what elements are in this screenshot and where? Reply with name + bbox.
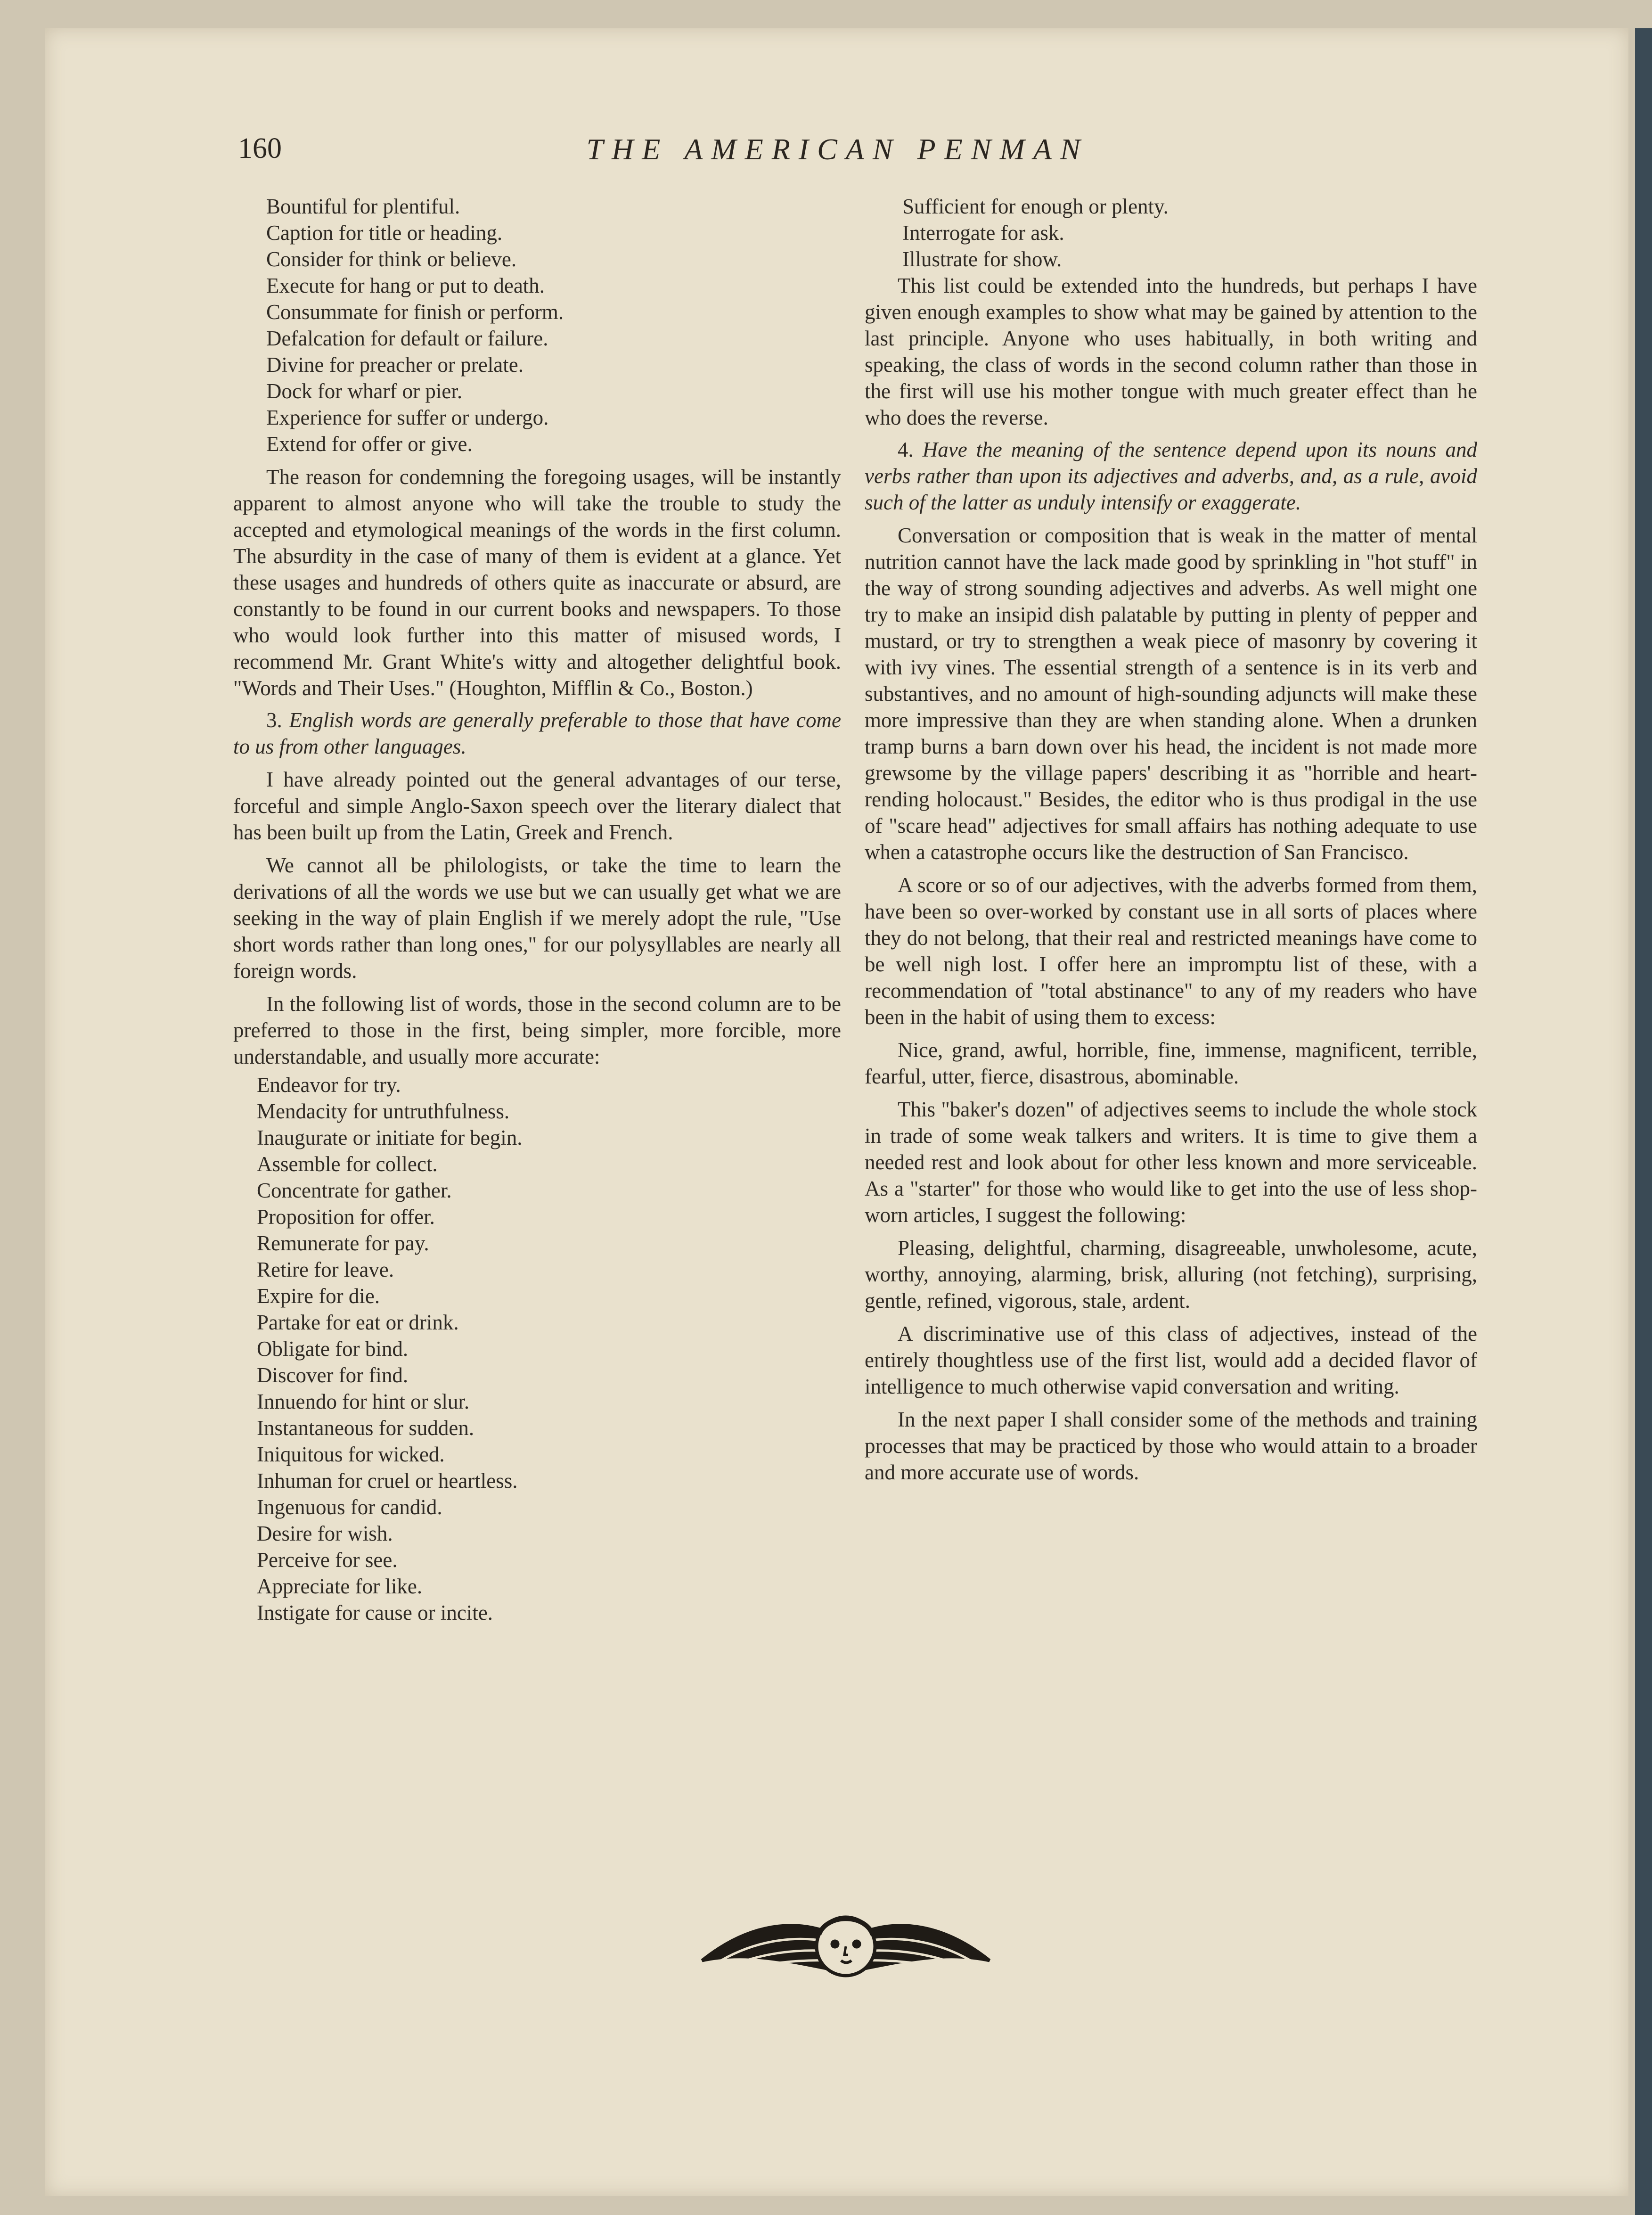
winged-cherub-icon	[693, 1890, 999, 1998]
paragraph-adjective-list-suggested: Pleasing, delightful, charming, disagreeable, unwholesome, acute, worthy, annoying, alarming, brisk, alluring (not fetching), surprising, gentle, refined, vigorous, stale, ardent.	[865, 1236, 1477, 1313]
paragraph-list-extended: This list could be extended into the hundreds, but perhaps I have given enough examples to show what may be gained by attention to the last principle. Anyone who uses habitually, in both writing and speaking, the class of words in the second column rather than those in the first will use his mother tongue with much greater effect than he who does the reverse.	[865, 274, 1477, 429]
list-item: Inhuman for cruel or heartless.	[257, 1469, 518, 1493]
list-item: Consider for think or believe.	[266, 247, 517, 271]
paragraph-discriminative: A discriminative use of this class of adjectives, instead of the entirely thoughtless use of the first list, would add a decided flavor of intelligence to much otherwise vapid conversation and writing.	[865, 1322, 1477, 1398]
paragraph-pointed-out: I have already pointed out the general advantages of our terse, forceful and simple Anglo-Saxon speech over the literary dialect that has been built up from the Latin, Greek and French.	[233, 768, 841, 844]
list-item: Partake for eat or drink.	[257, 1311, 459, 1334]
list-item: Desire for wish.	[257, 1522, 393, 1545]
list-item: Defalcation for default or failure.	[266, 327, 548, 350]
paragraph-bakers-dozen: This "baker's dozen" of adjectives seems to include the whole stock in trade of some weak talkers and writers. It is time to give them a needed rest and look about for other less known and more serviceable. As a "starter" for those who would like to get into the use of less shop-worn articles, I suggest the following:	[865, 1098, 1477, 1227]
list-item: Concentrate for gather.	[257, 1179, 452, 1202]
paragraph-conversation: Conversation or composition that is weak in the matter of mental nutrition cannot have the lack made good by sprinkling in "hot stuff" in the way of strong sounding adjectives and adverbs. As well might one try to make an insipid dish palatable by putting in plenty of pepper and mustard, or try to strengthen a weak piece of masonry by covering it with ivy vines. The essential strength of a sentence is in its verb and substantives, and no amount of high-sounding adjuncts will make these more impressive than they are when standing alone. When a drunken tramp burns a barn down over his head, the incident is not made more grewsome by the village papers' describing it as "horrible and heart-rending holocaust." Besides, the editor who is thus prodigal in the use of "scare head" adjectives for small affairs has nothing adequate to use when a catastrophe occurs like the destruction of San Francisco.	[865, 524, 1477, 864]
list-item: Perceive for see.	[257, 1548, 398, 1572]
list-item: Appreciate for like.	[257, 1575, 423, 1598]
paragraph-adjective-list-weak: Nice, grand, awful, horrible, fine, immense, magnificent, terrible, fearful, utter, fierce, disastrous, abominable.	[865, 1038, 1477, 1088]
word-list-c	[865, 193, 1477, 272]
paragraph-reason: The reason for condemning the foregoing usages, will be instantly apparent to almost anyone who will take the trouble to study the accepted and etymological meanings of the words in the first column. The absurdity in the case of many of them is evident at a glance. Yet these usages and hundreds of others quite as inaccurate or absurd, are constantly to be found in our current books and newspapers. To those who would look further into this matter of misused words, I recommend Mr. Grant White's witty and altogether delightful book. "Words and Their Uses." (Houghton, Mifflin & Co., Boston.)	[233, 465, 841, 700]
running-title: THE AMERICAN PENMAN	[586, 132, 1089, 166]
list-item: Experience for suffer or undergo.	[266, 406, 549, 429]
list-item: Caption for title or heading.	[266, 221, 503, 245]
rule-text: Have the meaning of the sentence depend upon its nouns and verbs rather than upon its adjectives and adverbs, and, as a rule, avoid such of the latter as unduly intensify or exaggerate.	[865, 438, 1477, 514]
rule-4	[865, 436, 1477, 516]
list-item: Endeavor for try.	[257, 1073, 401, 1097]
page-header	[238, 132, 1437, 174]
list-item: Innuendo for hint or slur.	[257, 1390, 470, 1413]
list-item: Interrogate for ask.	[902, 221, 1064, 245]
list-item: Execute for hang or put to death.	[266, 274, 545, 297]
rule-text: English words are generally preferable to those that have come to us from other languages.	[233, 708, 842, 758]
word-list-b	[233, 1072, 841, 1626]
rule-number: 3.	[266, 708, 282, 732]
list-item: Bountiful for plentiful.	[266, 195, 460, 218]
paragraph-following-list: In the following list of words, those in the second column are to be preferred to those in the first, being simpler, more forcible, more understandable, and usually more accurate:	[233, 992, 841, 1068]
list-item: Expire for die.	[257, 1284, 380, 1308]
list-item: Remunerate for pay.	[257, 1231, 429, 1255]
list-item: Consummate for finish or perform.	[266, 300, 564, 324]
page-number: 160	[238, 132, 282, 164]
list-item: Mendacity for untruthfulness.	[257, 1099, 510, 1123]
list-item: Instigate for cause or incite.	[257, 1601, 493, 1624]
list-item: Assemble for collect.	[257, 1152, 438, 1176]
list-item: Dock for wharf or pier.	[266, 379, 463, 403]
list-item: Inaugurate or initiate for begin.	[257, 1126, 523, 1149]
paragraph-next-paper: In the next paper I shall consider some of the methods and training processes that may be practiced by those who would attain to a broader and more accurate use of words.	[865, 1408, 1477, 1484]
word-list-a	[233, 193, 841, 457]
rule-3	[233, 707, 841, 760]
list-item: Proposition for offer.	[257, 1205, 435, 1229]
list-item: Discover for find.	[257, 1363, 409, 1387]
list-item: Iniquitous for wicked.	[257, 1443, 445, 1466]
list-item: Ingenuous for candid.	[257, 1495, 442, 1519]
right-column	[865, 193, 1477, 1485]
paragraph-philologists: We cannot all be philologists, or take the time to learn the derivations of all the words we use but we can usually get what we are seeking in the way of plain English if we merely adopt the rule, "Use short words rather than long ones," for our polysyllables are nearly all foreign words.	[233, 853, 841, 983]
list-item: Extend for offer or give.	[266, 432, 473, 456]
rule-number: 4.	[898, 438, 914, 461]
list-item: Illustrate for show.	[902, 247, 1062, 271]
list-item: Sufficient for enough or plenty.	[902, 195, 1169, 218]
left-column	[233, 193, 841, 1626]
list-item: Retire for leave.	[257, 1258, 394, 1281]
list-item: Divine for preacher or prelate.	[266, 353, 523, 377]
list-item: Obligate for bind.	[257, 1337, 409, 1361]
scan-edge-strip	[1635, 28, 1652, 2215]
paragraph-score: A score or so of our adjectives, with the adverbs formed from them, have been so over-worked by constant use in all sorts of places where they do not belong, that their real and restricted meanings have come to be well nigh lost. I offer here an impromptu list of these, with a recommendation of "total abstinance" to any of my readers who have been in the habit of using them to excess:	[865, 873, 1477, 1029]
list-item: Instantaneous for sudden.	[257, 1416, 474, 1440]
